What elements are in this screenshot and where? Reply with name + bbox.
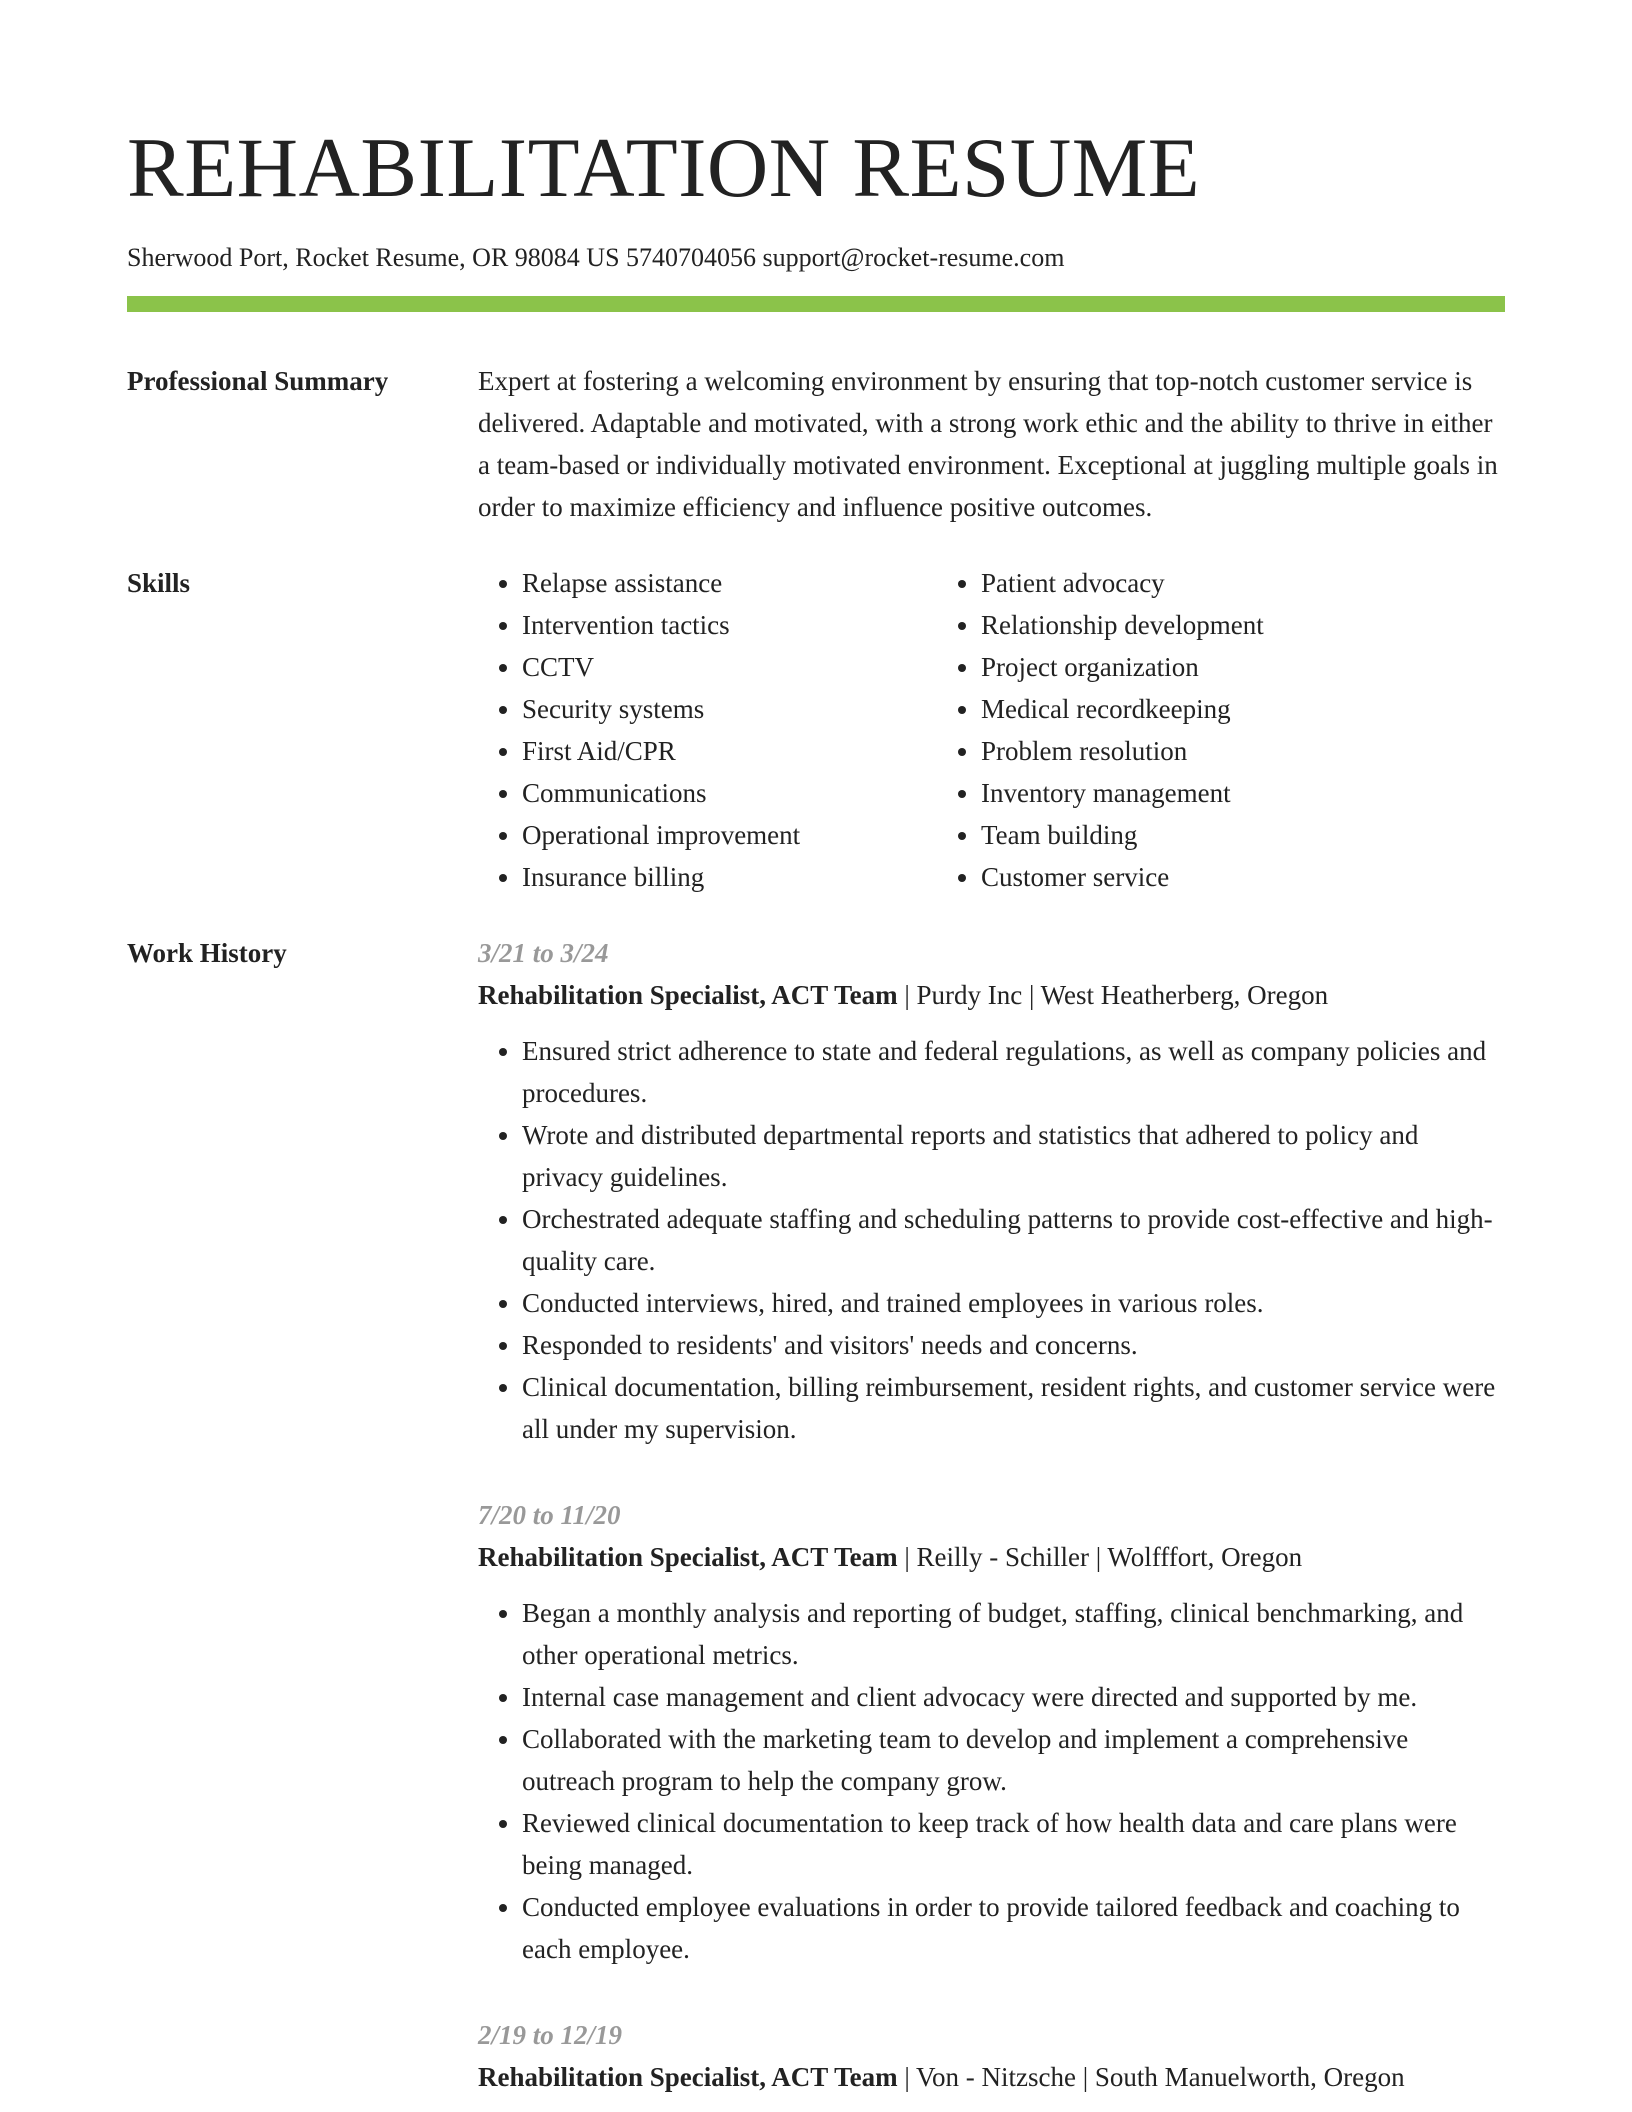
job-details: | Purdy Inc | West Heatherberg, Oregon bbox=[897, 980, 1329, 1010]
job-bullet: • Responded to residents' and visitors' needs and concerns. bbox=[522, 1324, 1505, 1366]
skill-item: • Insurance billing bbox=[522, 856, 937, 898]
job-title: Rehabilitation Specialist, ACT Team bbox=[478, 980, 898, 1010]
skill-item: • Communications bbox=[522, 772, 937, 814]
job-bullet: • Ensured strict adherence to state and federal regulations, as well as company policies and procedures. bbox=[522, 1030, 1505, 1114]
skill-item: • Operational improvement bbox=[522, 814, 937, 856]
skills-list-left bbox=[478, 562, 937, 898]
job-dates: 7/20 to 11/20 bbox=[478, 1500, 621, 1530]
job-entry bbox=[478, 2014, 1505, 2098]
job-details: | Von - Nitzsche | South Manuelworth, Oregon bbox=[897, 2062, 1405, 2092]
job-bullet: • Wrote and distributed departmental reports and statistics that adhered to policy and privacy guidelines. bbox=[522, 1114, 1505, 1198]
job-bullet: • Orchestrated adequate staffing and scheduling patterns to provide cost-effective and high-quality care. bbox=[522, 1198, 1505, 1282]
job-bullet: • Clinical documentation, billing reimbursement, resident rights, and customer service were all under my supervision. bbox=[522, 1366, 1505, 1450]
job-bullet: • Internal case management and client advocacy were directed and supported by me. bbox=[522, 1676, 1505, 1718]
job-dates: 3/21 to 3/24 bbox=[478, 938, 609, 968]
job-role-line bbox=[478, 974, 1505, 1016]
skill-item: • Inventory management bbox=[981, 772, 1264, 814]
summary-section bbox=[127, 360, 1505, 528]
job-title: Rehabilitation Specialist, ACT Team bbox=[478, 1542, 898, 1572]
job-role-line bbox=[478, 2056, 1505, 2098]
skills-label: Skills bbox=[127, 568, 191, 598]
resume-title: REHABILITATION RESUME bbox=[127, 121, 1201, 215]
job-bullet: • Conducted interviews, hired, and trained employees in various roles. bbox=[522, 1282, 1505, 1324]
skill-item: • Relapse assistance bbox=[522, 562, 937, 604]
skills-section bbox=[127, 562, 1505, 898]
job-bullet: • Reviewed clinical documentation to keep track of how health data and care plans were being managed. bbox=[522, 1802, 1505, 1886]
job-bullets bbox=[478, 1030, 1505, 1450]
job-bullet: • Conducted employee evaluations in order to provide tailored feedback and coaching to each employee. bbox=[522, 1886, 1505, 1970]
skill-item: • Intervention tactics bbox=[522, 604, 937, 646]
work-history-label: Work History bbox=[127, 938, 287, 968]
job-bullet: • Collaborated with the marketing team to develop and implement a comprehensive outreach program to help the company grow. bbox=[522, 1718, 1505, 1802]
job-bullet: • Began a monthly analysis and reporting of budget, staffing, clinical benchmarking, and other operational metrics. bbox=[522, 1592, 1505, 1676]
work-history-section bbox=[127, 932, 1505, 2098]
job-bullets bbox=[478, 1592, 1505, 1970]
job-details: | Reilly - Schiller | Wolfffort, Oregon bbox=[897, 1542, 1303, 1572]
skill-item: • Project organization bbox=[981, 646, 1264, 688]
skill-item: • Customer service bbox=[981, 856, 1264, 898]
skill-item: • Security systems bbox=[522, 688, 937, 730]
summary-label: Professional Summary bbox=[127, 366, 389, 396]
skill-item: • CCTV bbox=[522, 646, 937, 688]
job-dates: 2/19 to 12/19 bbox=[478, 2020, 623, 2050]
skill-item: • First Aid/CPR bbox=[522, 730, 937, 772]
job-entry bbox=[478, 932, 1505, 1450]
job-title: Rehabilitation Specialist, ACT Team bbox=[478, 2062, 898, 2092]
skill-item: • Relationship development bbox=[981, 604, 1264, 646]
skills-list-right bbox=[937, 562, 1264, 898]
contact-line: Sherwood Port, Rocket Resume, OR 98084 US 5740704056 support@rocket-resume.com bbox=[127, 243, 1065, 272]
skill-item: • Team building bbox=[981, 814, 1264, 856]
job-entry bbox=[478, 1494, 1505, 1970]
job-role-line bbox=[478, 1536, 1505, 1578]
summary-text: Expert at fostering a welcoming environment by ensuring that top-notch customer service is delivered. Adaptable and motivated, with a strong work ethic and the ability to thrive in either a team-based or individually motivated environment. Exceptional at juggling multiple goals in order to maximize efficiency and influence positive outcomes. bbox=[478, 366, 1498, 522]
skill-item: • Medical recordkeeping bbox=[981, 688, 1264, 730]
header-divider bbox=[127, 296, 1505, 312]
skill-item: • Problem resolution bbox=[981, 730, 1264, 772]
skill-item: • Patient advocacy bbox=[981, 562, 1264, 604]
